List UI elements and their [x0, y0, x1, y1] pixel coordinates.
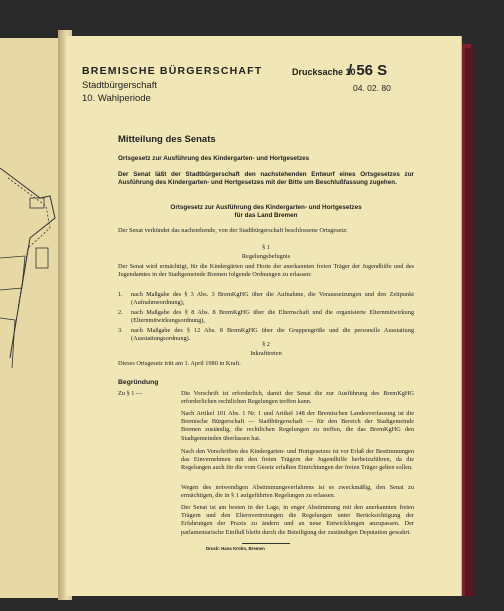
preamble: Der Senat verkündet das nachstehende, von der Stadtbürgerschaft beschlossene Ortsgesetz: — [118, 227, 348, 234]
section-1-text: Der Senat wird ermächtigt, für die Kindergärten und Horte der anerkannten freien Träger der Jugendhilfe und des Jugendamtes in der Stadtgemeinde Bremen folgende Ordnungen zu erlassen: — [118, 263, 414, 279]
begruendung-reference: Zu § 1 — — [118, 390, 143, 397]
list-item — [118, 309, 414, 327]
begruendung-paragraph: Nach den Vorschriften des Kindergarten- und Hortgesetzes ist vor Erlaß der Bestimmungen das Einvernehmen mit den freien Trägern der Jugendhilfe herbeizuführen, da die Regelungen auch für die vom Gesetz erfaßten Einrichtungen der freien Träger gelten sollen. — [181, 448, 414, 472]
section-1-list — [118, 291, 414, 345]
law-title-line-1: Ortsgesetz zur Ausführung des Kindergarten- und Hortgesetzes — [170, 204, 362, 211]
document-subject: Ortsgesetz zur Ausführung des Kindergarten- und Hortgesetzes — [118, 155, 310, 162]
cover-edge-inner — [465, 48, 473, 596]
section-2-number: § 2 — [262, 341, 270, 348]
begruendung-paragraph: Nach Artikel 101 Abs. 1 Nr. 1 und Artikel 148 der Bremischen Landesverfassung ist die Bremische Bürgerschaft — Stadtbürgerschaft — für den Bereich der Stadtgemeinde Bremen zuständig, die rechtlichen Regelungen zu treffen, die das BremKgHG den Stadtgemeinden überlassen hat. — [181, 410, 414, 442]
begruendung-paragraph: Wegen des notwendigen Abstimmungsverfahrens ist es zweckmäßig, den Senat zu ermächtigen, die in § 1 aufgeführten Regelungen zu erlassen. — [181, 484, 414, 500]
document-title: Mitteilung des Senats — [118, 134, 216, 145]
section-2-title: Inkrafttreten — [250, 350, 282, 357]
begruendung-title: Begründung — [118, 379, 159, 386]
printer-note: Druck: Hans Krohn, Bremen — [206, 546, 265, 551]
list-item-number: 3. — [118, 327, 123, 334]
drucksache-number: / 56 S — [348, 62, 388, 79]
list-item-text: nach Maßgabe des § 12 Abs. 8 BremKgHG über die Gruppengröße und die personelle Ausstattung (Ausstattungsordnung). — [131, 327, 414, 343]
document-date: 04. 02. 80 — [353, 83, 391, 93]
list-item-number: 2. — [118, 309, 123, 316]
header-org: BREMISCHE BÜRGERSCHAFT — [82, 65, 263, 77]
intro-paragraph: Der Senat läßt der Stadtbürgerschaft den nachstehenden Entwurf eines Ortsgesetzes zur Ausführung des Kindergarten- und Hortgesetzes mit der Bitte um Beschlußfassung zugehen. — [118, 171, 414, 187]
begruendung-paragraph: Der Senat ist am besten in der Lage, in enger Abstimmung mit den anerkannten freien Trägern und den Elternvertretungen die Regelungen unter Berücksichtigung der Erfahrungen der Praxis zu ändern und an neue Entwicklungen anzupassen. Der parlamentarische Einfluß bleibt durch die Beteiligung der zuständigen Deputation gewahrt. — [181, 504, 414, 536]
header-period: 10. Wahlperiode — [82, 93, 151, 104]
left-page-with-map — [0, 38, 66, 598]
printer-divider — [242, 543, 290, 544]
header-body: Stadtbürgerschaft — [82, 80, 157, 91]
drucksache-label: Drucksache 10 — [292, 67, 356, 77]
map-fragment — [0, 138, 66, 438]
document-page — [66, 36, 461, 596]
list-item-text: nach Maßgabe des § 3 Abs. 3 BremKgHG über die Aufnahme, die Voraussetzungen und den Zeitpunkt (Aufnahmeordnung), — [131, 291, 414, 307]
section-1-title: Regelungsbefugnis — [241, 253, 291, 260]
list-item-text: nach Maßgabe des § 8 Abs. 8 BremKgHG über die Elternschaft und die organisierte Elternmitwirkung (Elternmitwirkungsordnung), — [131, 309, 414, 325]
list-item-number: 1. — [118, 291, 123, 298]
section-1-number: § 1 — [262, 244, 270, 251]
section-2-text: Dieses Ortsgesetz tritt am 1. April 1980 in Kraft. — [118, 360, 241, 367]
law-title-line-2: für das Land Bremen — [234, 212, 298, 219]
begruendung-first: Die Vorschrift ist erforderlich, damit der Senat die zur Ausführung des BremKgHG erforderlichen rechtlichen Regelungen treffen kann. — [181, 390, 414, 406]
list-item — [118, 291, 414, 309]
